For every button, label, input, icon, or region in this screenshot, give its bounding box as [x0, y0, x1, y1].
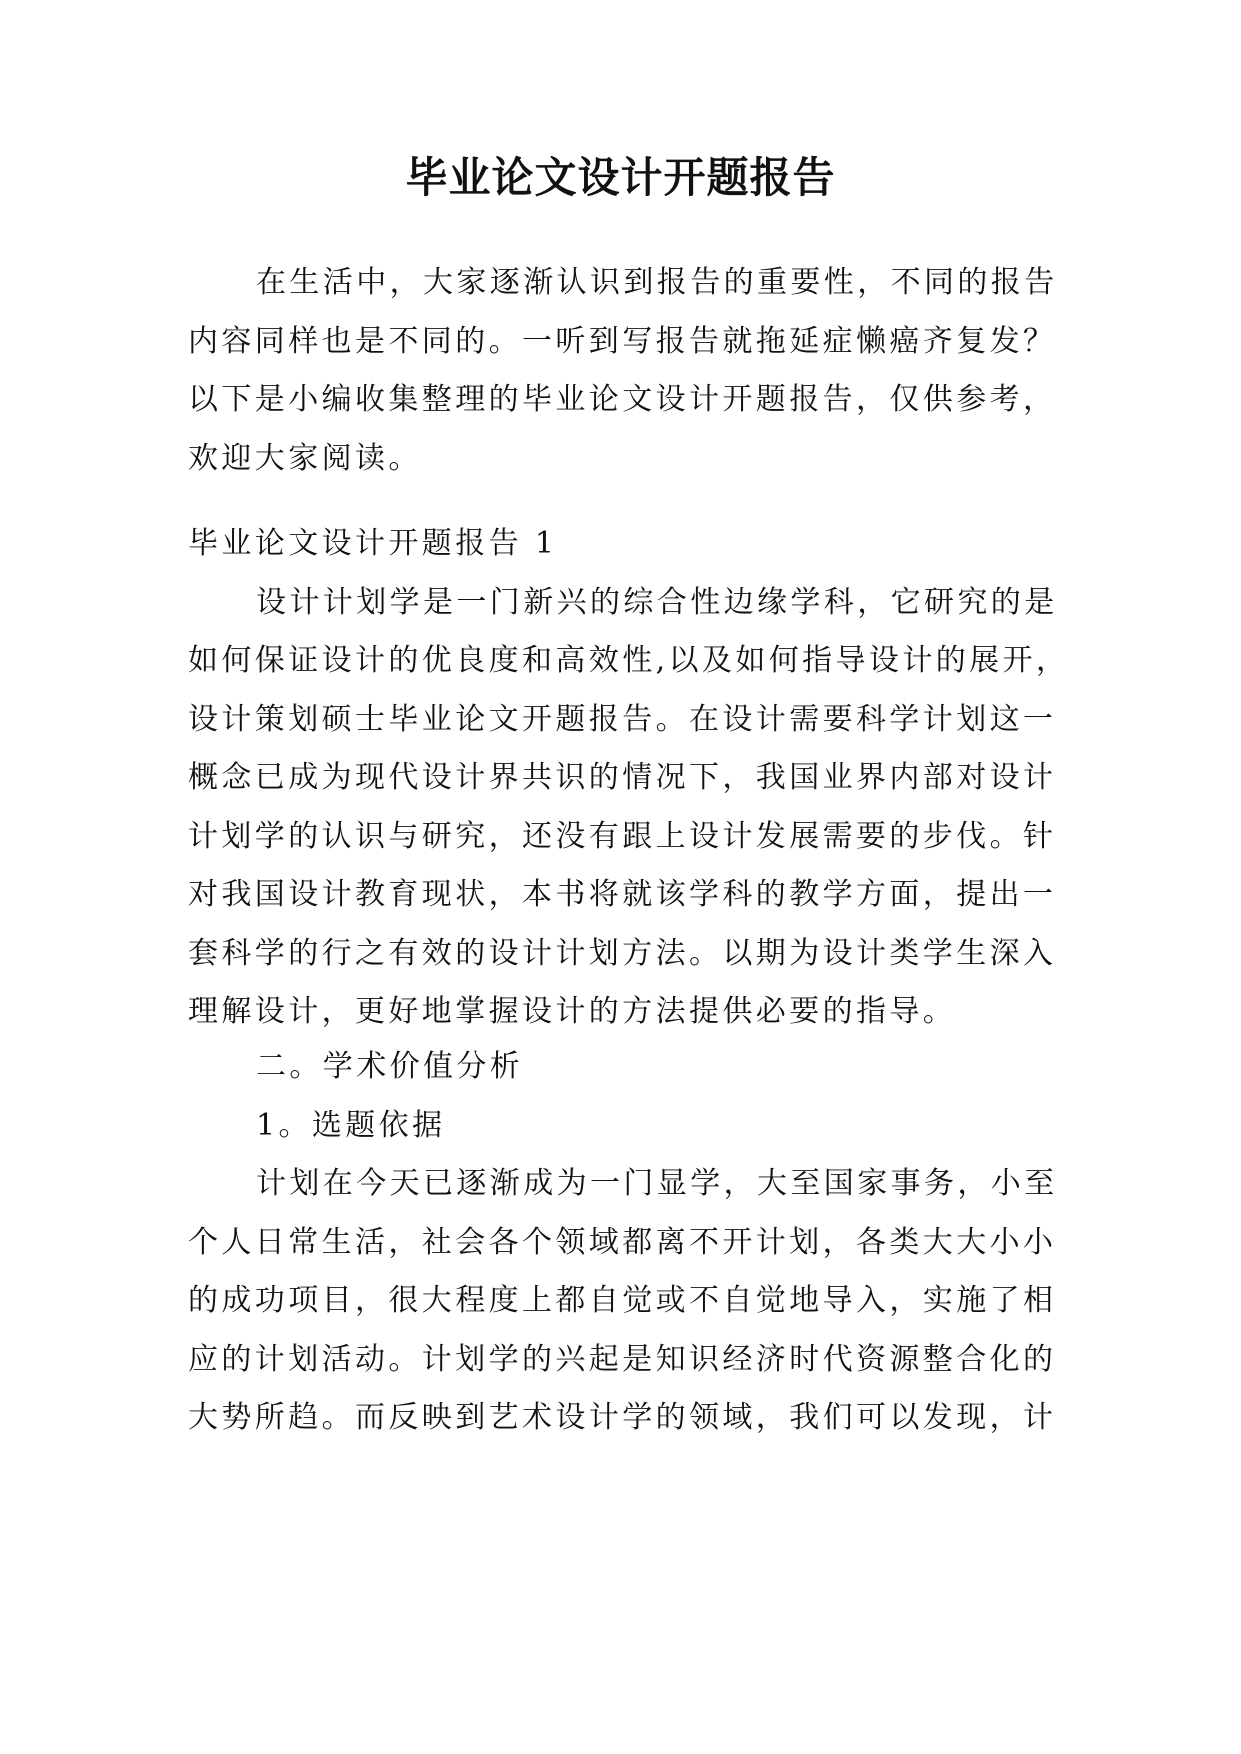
intro-paragraph [188, 254, 1058, 488]
paragraph-line: 大势所趋。而反映到艺术设计学的领域，我们可以发现，计 [188, 1400, 1057, 1435]
paragraph-line: 套科学的行之有效的设计计划方法。以期为设计类学生深入 [188, 935, 1057, 971]
paragraph-line: 计划学的认识与研究，还没有跟上设计发展需要的步伐。针 [188, 818, 1057, 854]
paragraph-line: 如何保证设计的优良度和高效性,以及如何指导设计的展开， [188, 643, 1070, 678]
paragraph-line: 个人日常生活，社会各个领域都离不开计划，各类大大小小 [188, 1224, 1057, 1260]
paragraph-line: 内容同样也是不同的。一听到写报告就拖延症懒癌齐复发？ [188, 323, 1057, 359]
paragraph-line: 应的计划活动。计划学的兴起是知识经济时代资源整合化的 [188, 1341, 1057, 1377]
subsection-heading: 1。选题依据 [256, 1107, 446, 1143]
paragraph-line: 设计计划学是一门新兴的综合性边缘学科，它研究的是 [256, 584, 1058, 620]
section-heading: 二。学术价值分析 [256, 1049, 524, 1084]
section-heading: 毕业论文设计开题报告 1 [188, 526, 558, 561]
paragraph-line: 欢迎大家阅读。 [188, 440, 422, 476]
paragraph-line: 概念已成为现代设计界共识的情况下，我国业界内部对设计 [188, 760, 1057, 795]
paragraph-line: 理解设计，更好地掌握设计的方法提供必要的指导。 [188, 994, 957, 1029]
section-1 [188, 515, 1070, 1042]
paragraph-line: 以下是小编收集整理的毕业论文设计开题报告，仅供参考， [188, 382, 1057, 417]
section-2 [188, 1038, 1058, 1448]
document-title: 毕业论文设计开题报告 [405, 153, 836, 202]
paragraph-line: 的成功项目，很大程度上都自觉或不自觉地导入，实施了相 [188, 1283, 1057, 1318]
paragraph-line: 设计策划硕士毕业论文开题报告。在设计需要科学计划这一 [188, 701, 1057, 737]
paragraph-line: 在生活中，大家逐渐认识到报告的重要性，不同的报告 [256, 265, 1058, 300]
paragraph-line: 对我国设计教育现状，本书将就该学科的教学方面，提出一 [188, 877, 1057, 912]
paragraph-line: 计划在今天已逐渐成为一门显学，大至国家事务，小至 [256, 1166, 1058, 1201]
